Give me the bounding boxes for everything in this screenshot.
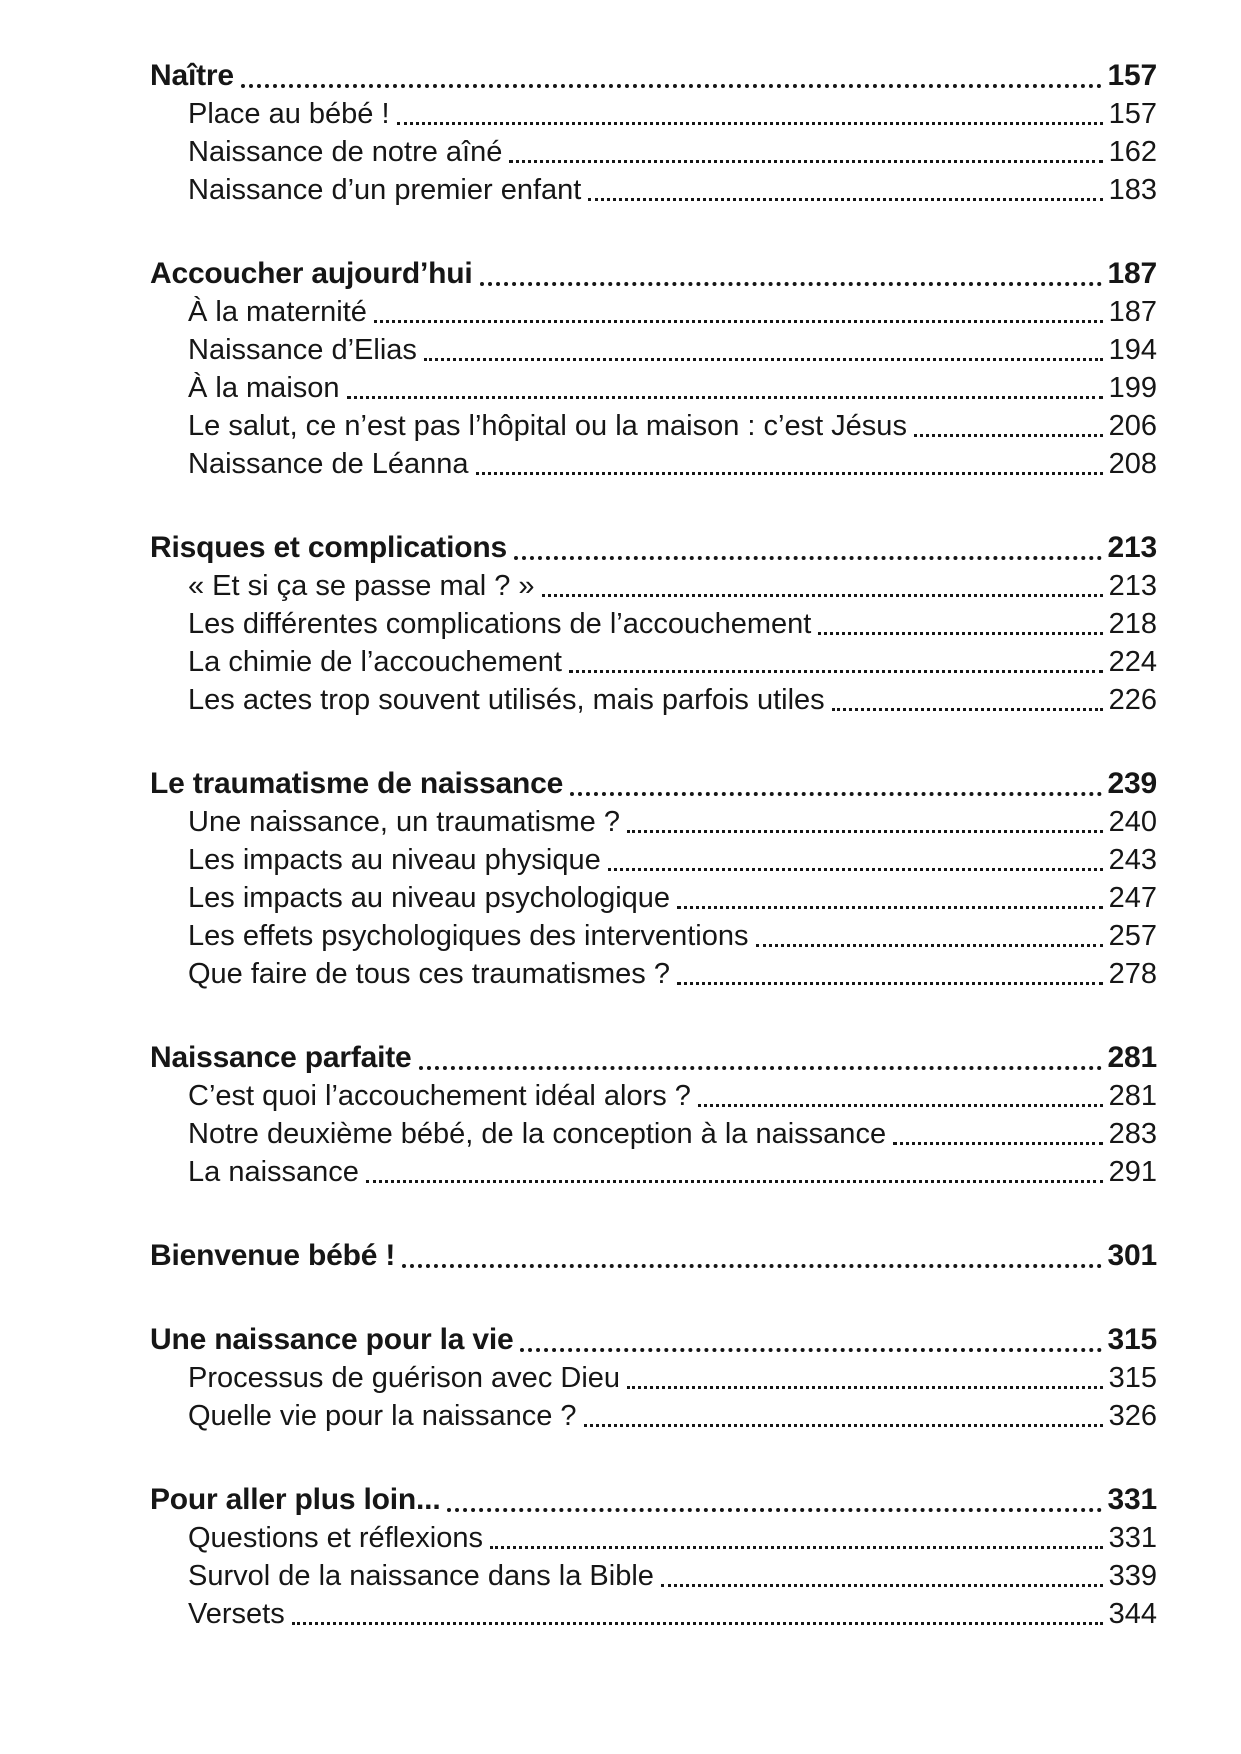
dot-leader [419,1066,1102,1070]
toc-entry-label: Les impacts au niveau physique [188,844,601,876]
dot-leader [374,320,1103,323]
toc-entry [150,1519,1157,1557]
toc-entry-page-number: 240 [1108,806,1157,838]
dot-leader [509,160,1102,163]
toc-entry-label: Naissance de Léanna [188,448,469,480]
dot-leader [397,122,1103,125]
toc-section [150,529,1157,719]
toc-entry [150,133,1157,171]
dot-leader [480,282,1102,286]
toc-entry-label: Accoucher aujourd’hui [150,257,473,290]
toc-entry-label: Questions et réflexions [188,1522,483,1554]
toc-entry [150,293,1157,331]
toc-entry [150,567,1157,605]
toc-entry-label: Risques et complications [150,531,507,564]
dot-leader [627,830,1103,833]
toc-entry [150,407,1157,445]
toc-entry-label: Pour aller plus loin... [150,1483,441,1516]
toc-entry-page-number: 339 [1108,1560,1157,1592]
toc-entry-page-number: 291 [1108,1156,1157,1188]
toc-entry-page-number: 213 [1107,531,1157,564]
dot-leader [542,594,1103,597]
dot-leader [570,792,1101,796]
toc-entry [150,1153,1157,1191]
toc-entry [150,1595,1157,1633]
toc-entry [150,643,1157,681]
dot-leader [520,1348,1101,1352]
toc-entry-label: Naissance de notre aîné [188,136,503,168]
toc-entry-label: « Et si ça se passe mal ? » [188,570,535,602]
dot-leader [914,434,1103,437]
toc-entry-label: Les effets psychologiques des interventions [188,920,749,952]
dot-leader [832,708,1103,711]
toc-entry [150,879,1157,917]
toc-entry-page-number: 226 [1108,684,1157,716]
toc-entry-page-number: 283 [1108,1118,1157,1150]
toc-entry-label: Le traumatisme de naissance [150,767,564,800]
toc-entry-page-number: 218 [1108,608,1157,640]
dot-leader [608,868,1103,871]
toc-entry-page-number: 208 [1108,448,1157,480]
toc-entry [150,955,1157,993]
toc-entry-page-number: 187 [1108,296,1157,328]
toc-entry [150,95,1157,133]
toc-section [150,57,1157,209]
toc-entry-page-number: 183 [1108,174,1157,206]
toc-entry-page-number: 213 [1108,570,1157,602]
toc-entry-label: Naissance d’un premier enfant [188,174,582,206]
toc-entry [150,445,1157,483]
toc-section [150,765,1157,993]
dot-leader [818,632,1102,635]
toc-section [150,1237,1157,1275]
toc-entry-label: C’est quoi l’accouchement idéal alors ? [188,1080,691,1112]
dot-leader [447,1508,1101,1512]
toc-entry-label: Notre deuxième bébé, de la conception à la naissance [188,1118,887,1150]
toc-entry-label: À la maternité [188,296,367,328]
toc-entry-label: Une naissance, un traumatisme ? [188,806,620,838]
toc-entry-label: Que faire de tous ces traumatismes ? [188,958,670,990]
dot-leader [756,944,1103,947]
toc-entry-page-number: 157 [1107,59,1157,92]
dot-leader [698,1104,1103,1107]
toc-entry [150,1397,1157,1435]
toc-section [150,1321,1157,1435]
toc-entry-label: Naissance parfaite [150,1041,412,1074]
toc-entry-label: Quelle vie pour la naissance ? [188,1400,577,1432]
toc-entry-page-number: 239 [1107,767,1157,800]
toc-entry-label: Naître [150,59,234,92]
toc-entry [150,1115,1157,1153]
dot-leader [588,198,1102,201]
table-of-contents [150,57,1157,1633]
toc-entry-page-number: 344 [1108,1598,1157,1630]
dot-leader [584,1424,1103,1427]
dot-leader [677,982,1103,985]
toc-entry-label: La chimie de l’accouchement [188,646,562,678]
toc-entry-label: Le salut, ce n’est pas l’hôpital ou la maison : c’est Jésus [188,410,907,442]
toc-entry-page-number: 162 [1108,136,1157,168]
toc-entry-page-number: 281 [1107,1041,1157,1074]
dot-leader [661,1584,1103,1587]
toc-entry-label: Processus de guérison avec Dieu [188,1362,621,1394]
dot-leader [514,556,1102,560]
dot-leader [476,472,1103,475]
toc-entry [150,841,1157,879]
toc-entry [150,369,1157,407]
toc-entry-page-number: 194 [1108,334,1157,366]
toc-entry-page-number: 243 [1108,844,1157,876]
toc-entry-page-number: 278 [1108,958,1157,990]
toc-entry-page-number: 257 [1108,920,1157,952]
toc-entry-page-number: 224 [1108,646,1157,678]
toc-entry-page-number: 187 [1107,257,1157,290]
toc-entry-page-number: 331 [1107,1483,1157,1516]
toc-section [150,1481,1157,1633]
toc-entry-page-number: 199 [1108,372,1157,404]
toc-entry [150,1077,1157,1115]
toc-section-heading [150,765,1157,803]
toc-entry-page-number: 331 [1108,1522,1157,1554]
dot-leader [347,396,1103,399]
toc-entry-page-number: 247 [1108,882,1157,914]
dot-leader [490,1546,1103,1549]
toc-entry-label: Les impacts au niveau psychologique [188,882,671,914]
toc-entry-page-number: 281 [1108,1080,1157,1112]
toc-entry [150,803,1157,841]
toc-entry [150,1359,1157,1397]
toc-section [150,255,1157,483]
toc-section-heading [150,57,1157,95]
toc-entry-page-number: 206 [1108,410,1157,442]
toc-entry-page-number: 315 [1107,1323,1157,1356]
toc-entry-label: Les différentes complications de l’accouchement [188,608,812,640]
dot-leader [677,906,1103,909]
toc-entry [150,331,1157,369]
toc-entry [150,681,1157,719]
toc-section-heading [150,1481,1157,1519]
toc-entry-label: Bienvenue bébé ! [150,1239,396,1272]
toc-section-heading [150,529,1157,567]
toc-entry-label: La naissance [188,1156,359,1188]
toc-entry [150,917,1157,955]
toc-entry [150,1557,1157,1595]
dot-leader [241,84,1102,88]
dot-leader [292,1622,1103,1625]
dot-leader [402,1264,1101,1268]
toc-entry-label: Versets [188,1598,285,1630]
toc-entry-page-number: 326 [1108,1400,1157,1432]
toc-section-heading [150,1237,1157,1275]
toc-entry-label: Les actes trop souvent utilisés, mais parfois utiles [188,684,825,716]
toc-section [150,1039,1157,1191]
toc-entry-label: Survol de la naissance dans la Bible [188,1560,654,1592]
toc-entry-label: Place au bébé ! [188,98,390,130]
toc-entry [150,605,1157,643]
toc-entry [150,171,1157,209]
toc-entry-page-number: 315 [1108,1362,1157,1394]
toc-entry-page-number: 157 [1108,98,1157,130]
toc-section-heading [150,1039,1157,1077]
toc-entry-page-number: 301 [1107,1239,1157,1272]
toc-entry-label: Naissance d’Elias [188,334,417,366]
dot-leader [569,670,1103,673]
dot-leader [424,358,1103,361]
dot-leader [893,1142,1103,1145]
dot-leader [366,1180,1103,1183]
toc-entry-label: À la maison [188,372,340,404]
toc-section-heading [150,255,1157,293]
dot-leader [627,1386,1103,1389]
toc-section-heading [150,1321,1157,1359]
toc-entry-label: Une naissance pour la vie [150,1323,514,1356]
